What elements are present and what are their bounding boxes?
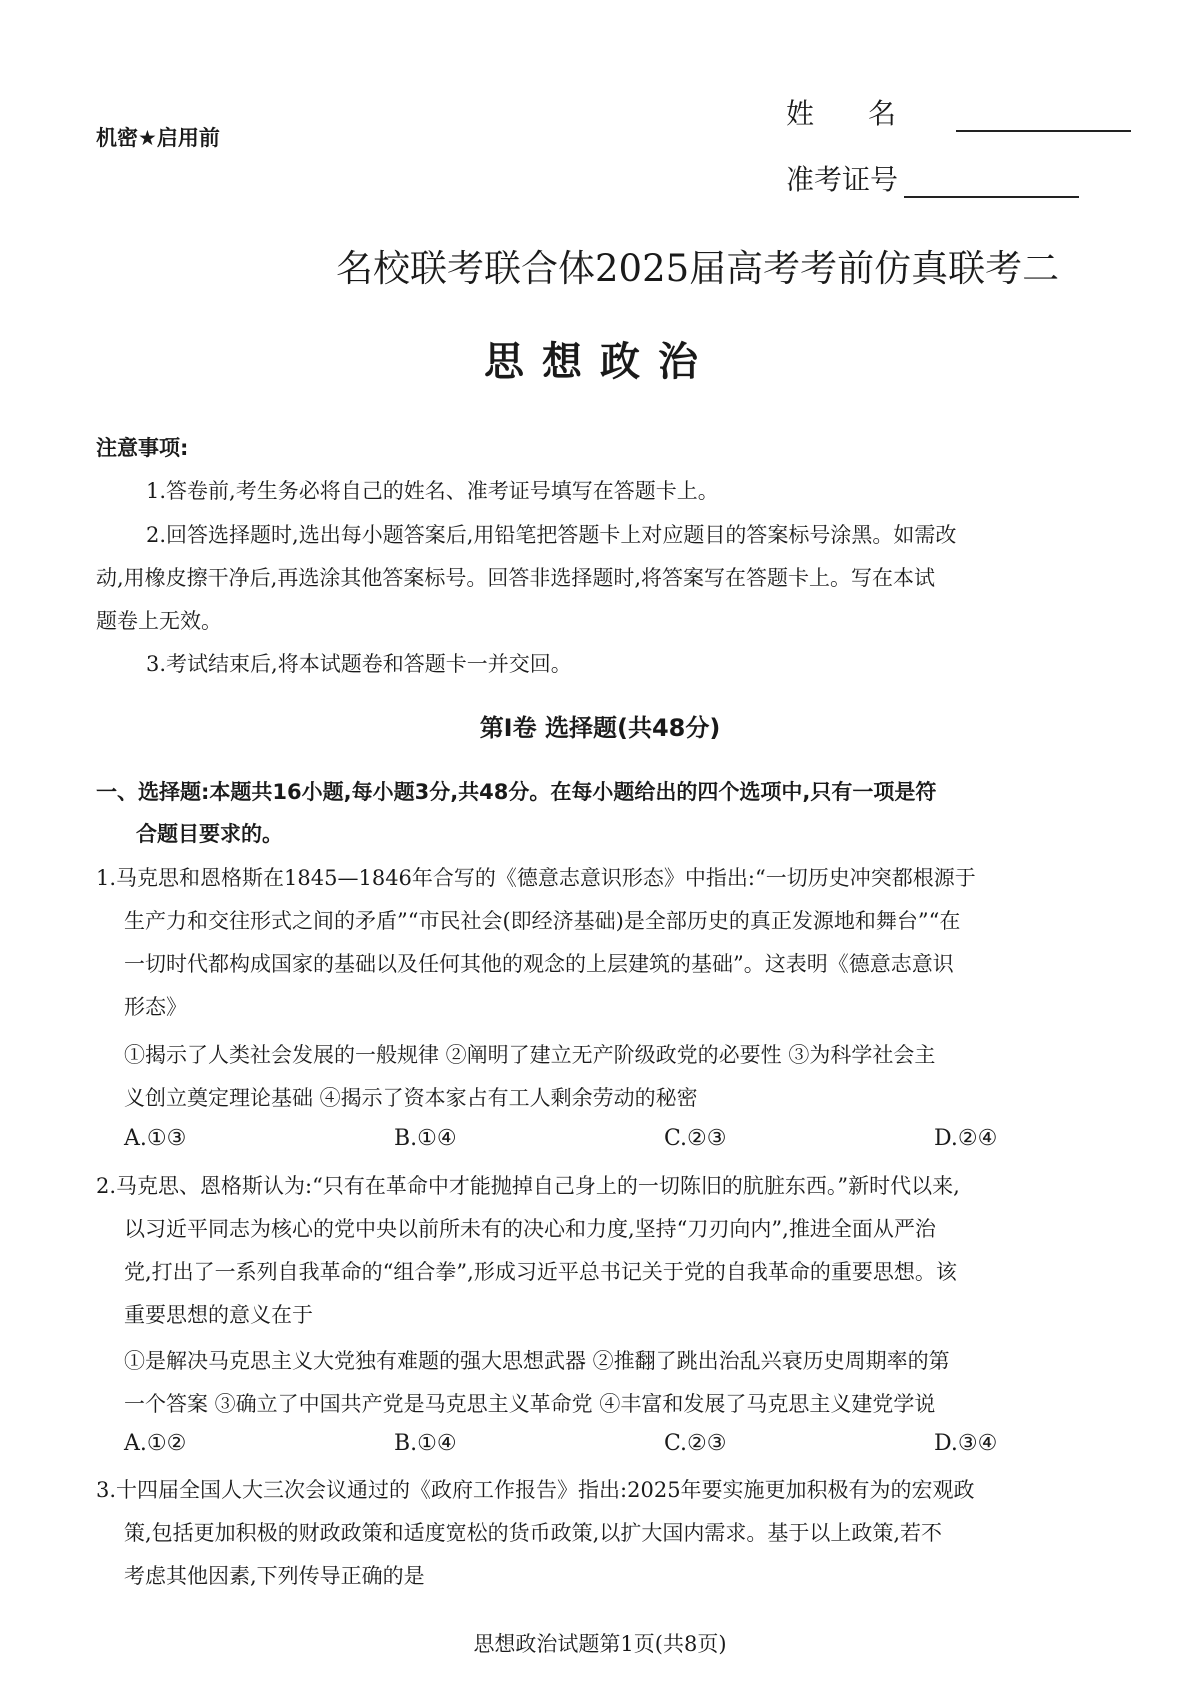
question-statement: 一个答案 ③确立了中国共产党是马克思主义革命党 ④丰富和发展了马克思主义建党学说	[124, 1392, 936, 1416]
question-line: 生产力和交往形式之间的矛盾”“市民社会(即经济基础)是全部历史的真正发源地和舞台”“在	[124, 909, 961, 933]
question-line: 策,包括更加积极的财政政策和适度宽松的货币政策,以扩大国内需求。基于以上政策,若不	[124, 1521, 943, 1545]
option-d[interactable]: D.②④	[934, 1126, 998, 1151]
question-line: 以习近平同志为核心的党中央以前所未有的决心和力度,坚持“刀刃向内”,推进全面从严治	[124, 1217, 936, 1241]
question-line: 重要思想的意义在于	[124, 1303, 313, 1327]
question-line: 一切时代都构成国家的基础以及任何其他的观念的上层建筑的基础”。这表明《德意志意识	[124, 952, 954, 976]
notice-item: 2.回答选择题时,选出每小题答案后,用铅笔把答题卡上对应题目的答案标号涂黑。如需改	[146, 523, 957, 547]
confidential-label: 机密★启用前	[96, 126, 220, 150]
name-label: 姓名	[786, 97, 951, 130]
option-d[interactable]: D.③④	[934, 1431, 998, 1456]
question-line: 2.马克思、恩格斯认为:“只有在革命中才能抛掉自己身上的一切陈旧的肮脏东西。”新时代以来,	[96, 1174, 960, 1198]
exam-title: 名校联考联合体2025届高考考前仿真联考二	[336, 247, 1060, 290]
question-line: 3.十四届全国人大三次会议通过的《政府工作报告》指出:2025年要实施更加积极有为的宏观政	[96, 1478, 975, 1502]
name-field[interactable]	[786, 92, 1131, 132]
notice-item: 3.考试结束后,将本试题卷和答题卡一并交回。	[146, 652, 572, 676]
question-line: 党,打出了一系列自我革命的“组合拳”,形成习近平总书记关于党的自我革命的重要思想。该	[124, 1260, 957, 1284]
notice-item: 题卷上无效。	[96, 609, 222, 633]
option-a[interactable]: A.①③	[124, 1126, 187, 1151]
option-b[interactable]: B.①④	[394, 1126, 457, 1151]
page-footer: 思想政治试题第1页(共8页)	[473, 1632, 727, 1656]
notice-item: 动,用橡皮擦干净后,再选涂其他答案标号。回答非选择题时,将答案写在答题卡上。写在本试	[96, 566, 936, 590]
option-c[interactable]: C.②③	[664, 1431, 727, 1456]
question-line: 形态》	[124, 995, 187, 1019]
section-instruction: 合题目要求的。	[136, 822, 283, 846]
exam-id-blank[interactable]	[904, 168, 1079, 198]
question-line: 1.马克思和恩格斯在1845—1846年合写的《德意志意识形态》中指出:“一切历史冲突都根源于	[96, 866, 976, 890]
question-statement: ①揭示了人类社会发展的一般规律 ②阐明了建立无产阶级政党的必要性 ③为科学社会主	[124, 1043, 936, 1067]
exam-id-label: 准考证号	[786, 163, 899, 196]
notice-item: 1.答卷前,考生务必将自己的姓名、准考证号填写在答题卡上。	[146, 479, 719, 503]
section-title: 第Ⅰ卷 选择题(共48分)	[479, 714, 721, 742]
question-line: 考虑其他因素,下列传导正确的是	[124, 1564, 425, 1588]
question-statement: ①是解决马克思主义大党独有难题的强大思想武器 ②推翻了跳出治乱兴衰历史周期率的第	[124, 1349, 950, 1373]
notice-title: 注意事项:	[96, 436, 189, 460]
section-instruction: 一、选择题:本题共16小题,每小题3分,共48分。在每小题给出的四个选项中,只有一项是符	[96, 780, 937, 804]
question-statement: 义创立奠定理论基础 ④揭示了资本家占有工人剩余劳动的秘密	[124, 1086, 698, 1110]
option-b[interactable]: B.①④	[394, 1431, 457, 1456]
option-c[interactable]: C.②③	[664, 1126, 727, 1151]
subject-title: 思想政治	[484, 338, 716, 385]
option-a[interactable]: A.①②	[124, 1431, 187, 1456]
exam-id-field[interactable]	[786, 158, 1079, 198]
name-blank[interactable]	[956, 102, 1131, 132]
